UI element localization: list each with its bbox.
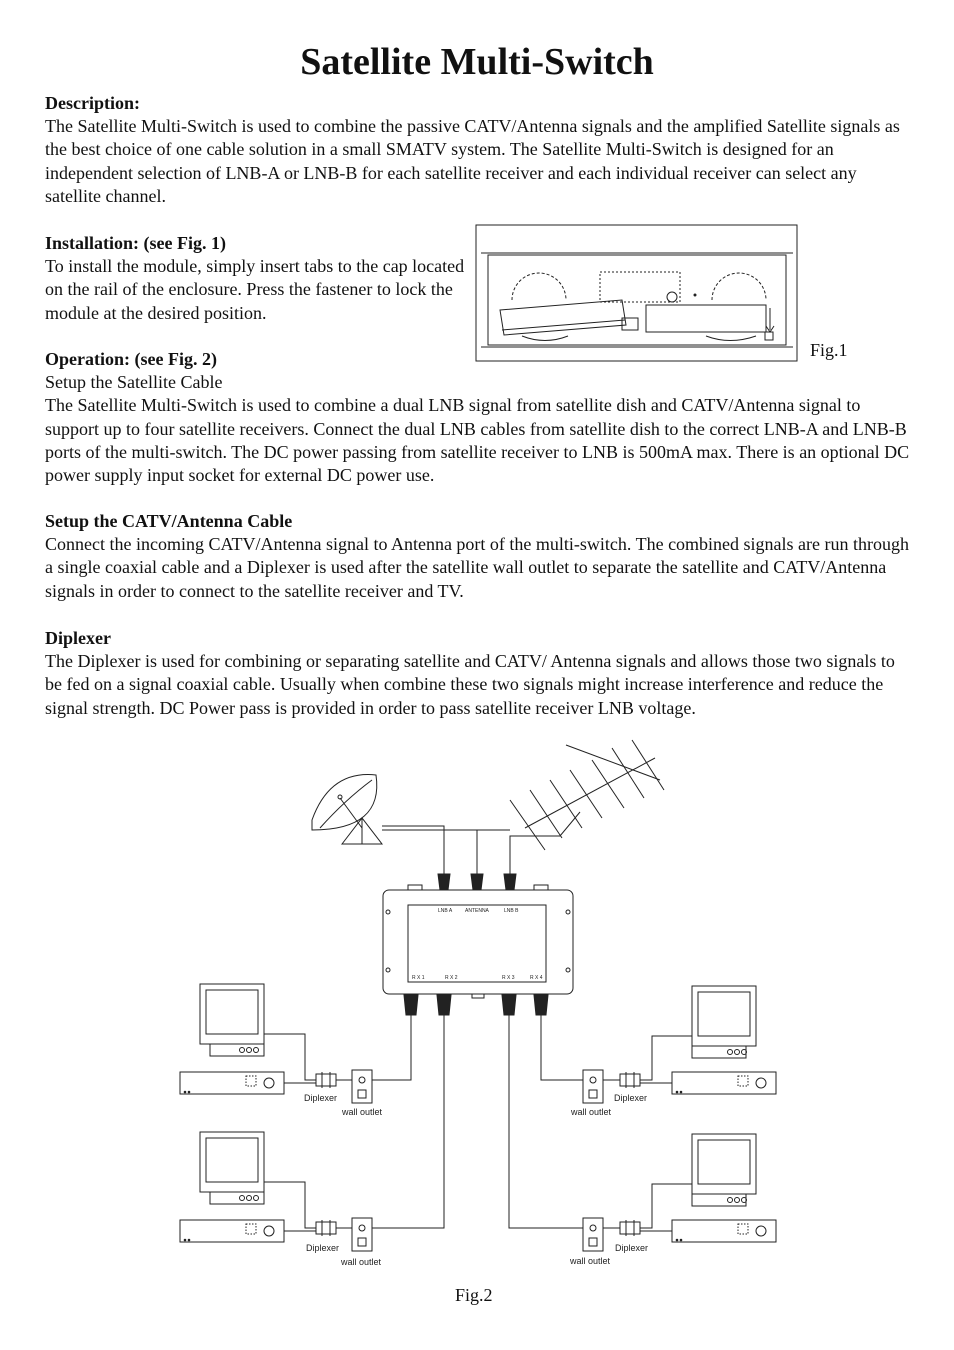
fig2-label: Fig.2 [455, 1285, 493, 1305]
diplexer-label: Diplexer [306, 1243, 340, 1253]
wall-outlet-label: wall outlet [570, 1256, 611, 1266]
diplexer-label: Diplexer [304, 1093, 338, 1103]
diplexer-text: The Diplexer is used for combining or separating satellite and CATV/ Antenna signals and allows those two signals to be fed on a signal coaxial cable. Usually when combine these two signals might increase interference and reduce the signal strength. DC Power pass is provided in order to pass satellite receiver LNB voltage. [45, 651, 895, 718]
port-lnb-b-label: LNB B [504, 908, 519, 914]
diplexer-icon [316, 1074, 336, 1086]
wall-outlet-label: wall outlet [571, 1107, 612, 1117]
operation-text: The Satellite Multi-Switch is used to combine a dual LNB signal from satellite dish and CATV/Antenna signal to support up to four satellite receivers. Connect the dual LNB cables from satellite dish to the correct LNB-A and LNB-B ports of the multi-switch. The DC power passing from satellite receiver to LNB is 500mA max. There is an optional DC power supply input socket for external DC power use. [45, 395, 910, 486]
station-bottom-right [569, 1134, 776, 1266]
port-rx3-label: R X 3 [502, 975, 515, 981]
description-heading: Description: [45, 93, 140, 113]
port-lnb-a-label: LNB A [438, 908, 453, 914]
port-antenna-label: ANTENNA [465, 908, 489, 914]
station-top-right [570, 986, 776, 1117]
catv-text: Connect the incoming CATV/Antenna signal to Antenna port of the multi-switch. The combined signals are run through a single coaxial cable and a Diplexer is used after the satellite wall outlet to separate the satellite and CATV/Antenna signals in order to connect to the satellite receiver and TV. [45, 534, 910, 601]
yagi-antenna-icon [510, 740, 664, 850]
diplexer-label: Diplexer [614, 1093, 648, 1103]
multi-switch-unit [383, 874, 573, 1015]
diplexer-icon [620, 1074, 640, 1086]
catv-heading: Setup the CATV/Antenna Cable [45, 511, 293, 531]
receiver-icon [180, 1072, 284, 1094]
output-cables [372, 1015, 583, 1228]
page-title: Satellite Multi-Switch [300, 41, 654, 83]
operation-subheading: Setup the Satellite Cable [45, 372, 223, 393]
tv-icon [200, 984, 264, 1044]
installation-heading: Installation: (see Fig. 1) [45, 233, 226, 253]
tv-icon [200, 1132, 264, 1192]
satellite-dish-icon [312, 775, 382, 844]
port-rx2-label: R X 2 [445, 975, 458, 981]
port-rx4-label: R X 4 [530, 975, 543, 981]
port-rx1-label: R X 1 [412, 975, 425, 981]
fig1-label: Fig.1 [810, 340, 848, 360]
wall-outlet-label: wall outlet [341, 1257, 382, 1267]
receiver-icon [180, 1220, 284, 1242]
operation-heading: Operation: (see Fig. 2) [45, 349, 217, 369]
receiver-icon [672, 1220, 776, 1242]
diplexer-heading: Diplexer [45, 628, 111, 648]
wall-outlet-label: wall outlet [342, 1107, 383, 1117]
fig1-enclosure-drawing [476, 225, 797, 361]
installation-text: To install the module, simply insert tabs to the cap located on the rail of the enclosure. Press the fastener to lock the module at the desired position. [45, 256, 465, 323]
description-text: The Satellite Multi-Switch is used to combine the passive CATV/Antenna signals and the amplified Satellite signals as the best choice of one cable solution in a small SMATV system. The Satellite Multi-Switch is designed for an independent selection of LNB-A or LNB-B for each satellite receiver and each individual receiver can select any satellite channel. [45, 116, 900, 206]
station-top-left [180, 984, 383, 1117]
diplexer-label: Diplexer [615, 1243, 649, 1253]
diplexer-icon [620, 1222, 640, 1234]
receiver-icon [672, 1072, 776, 1094]
tv-icon [692, 1134, 756, 1194]
diplexer-icon [316, 1222, 336, 1234]
station-bottom-left [180, 1132, 382, 1267]
tv-icon [692, 986, 756, 1046]
